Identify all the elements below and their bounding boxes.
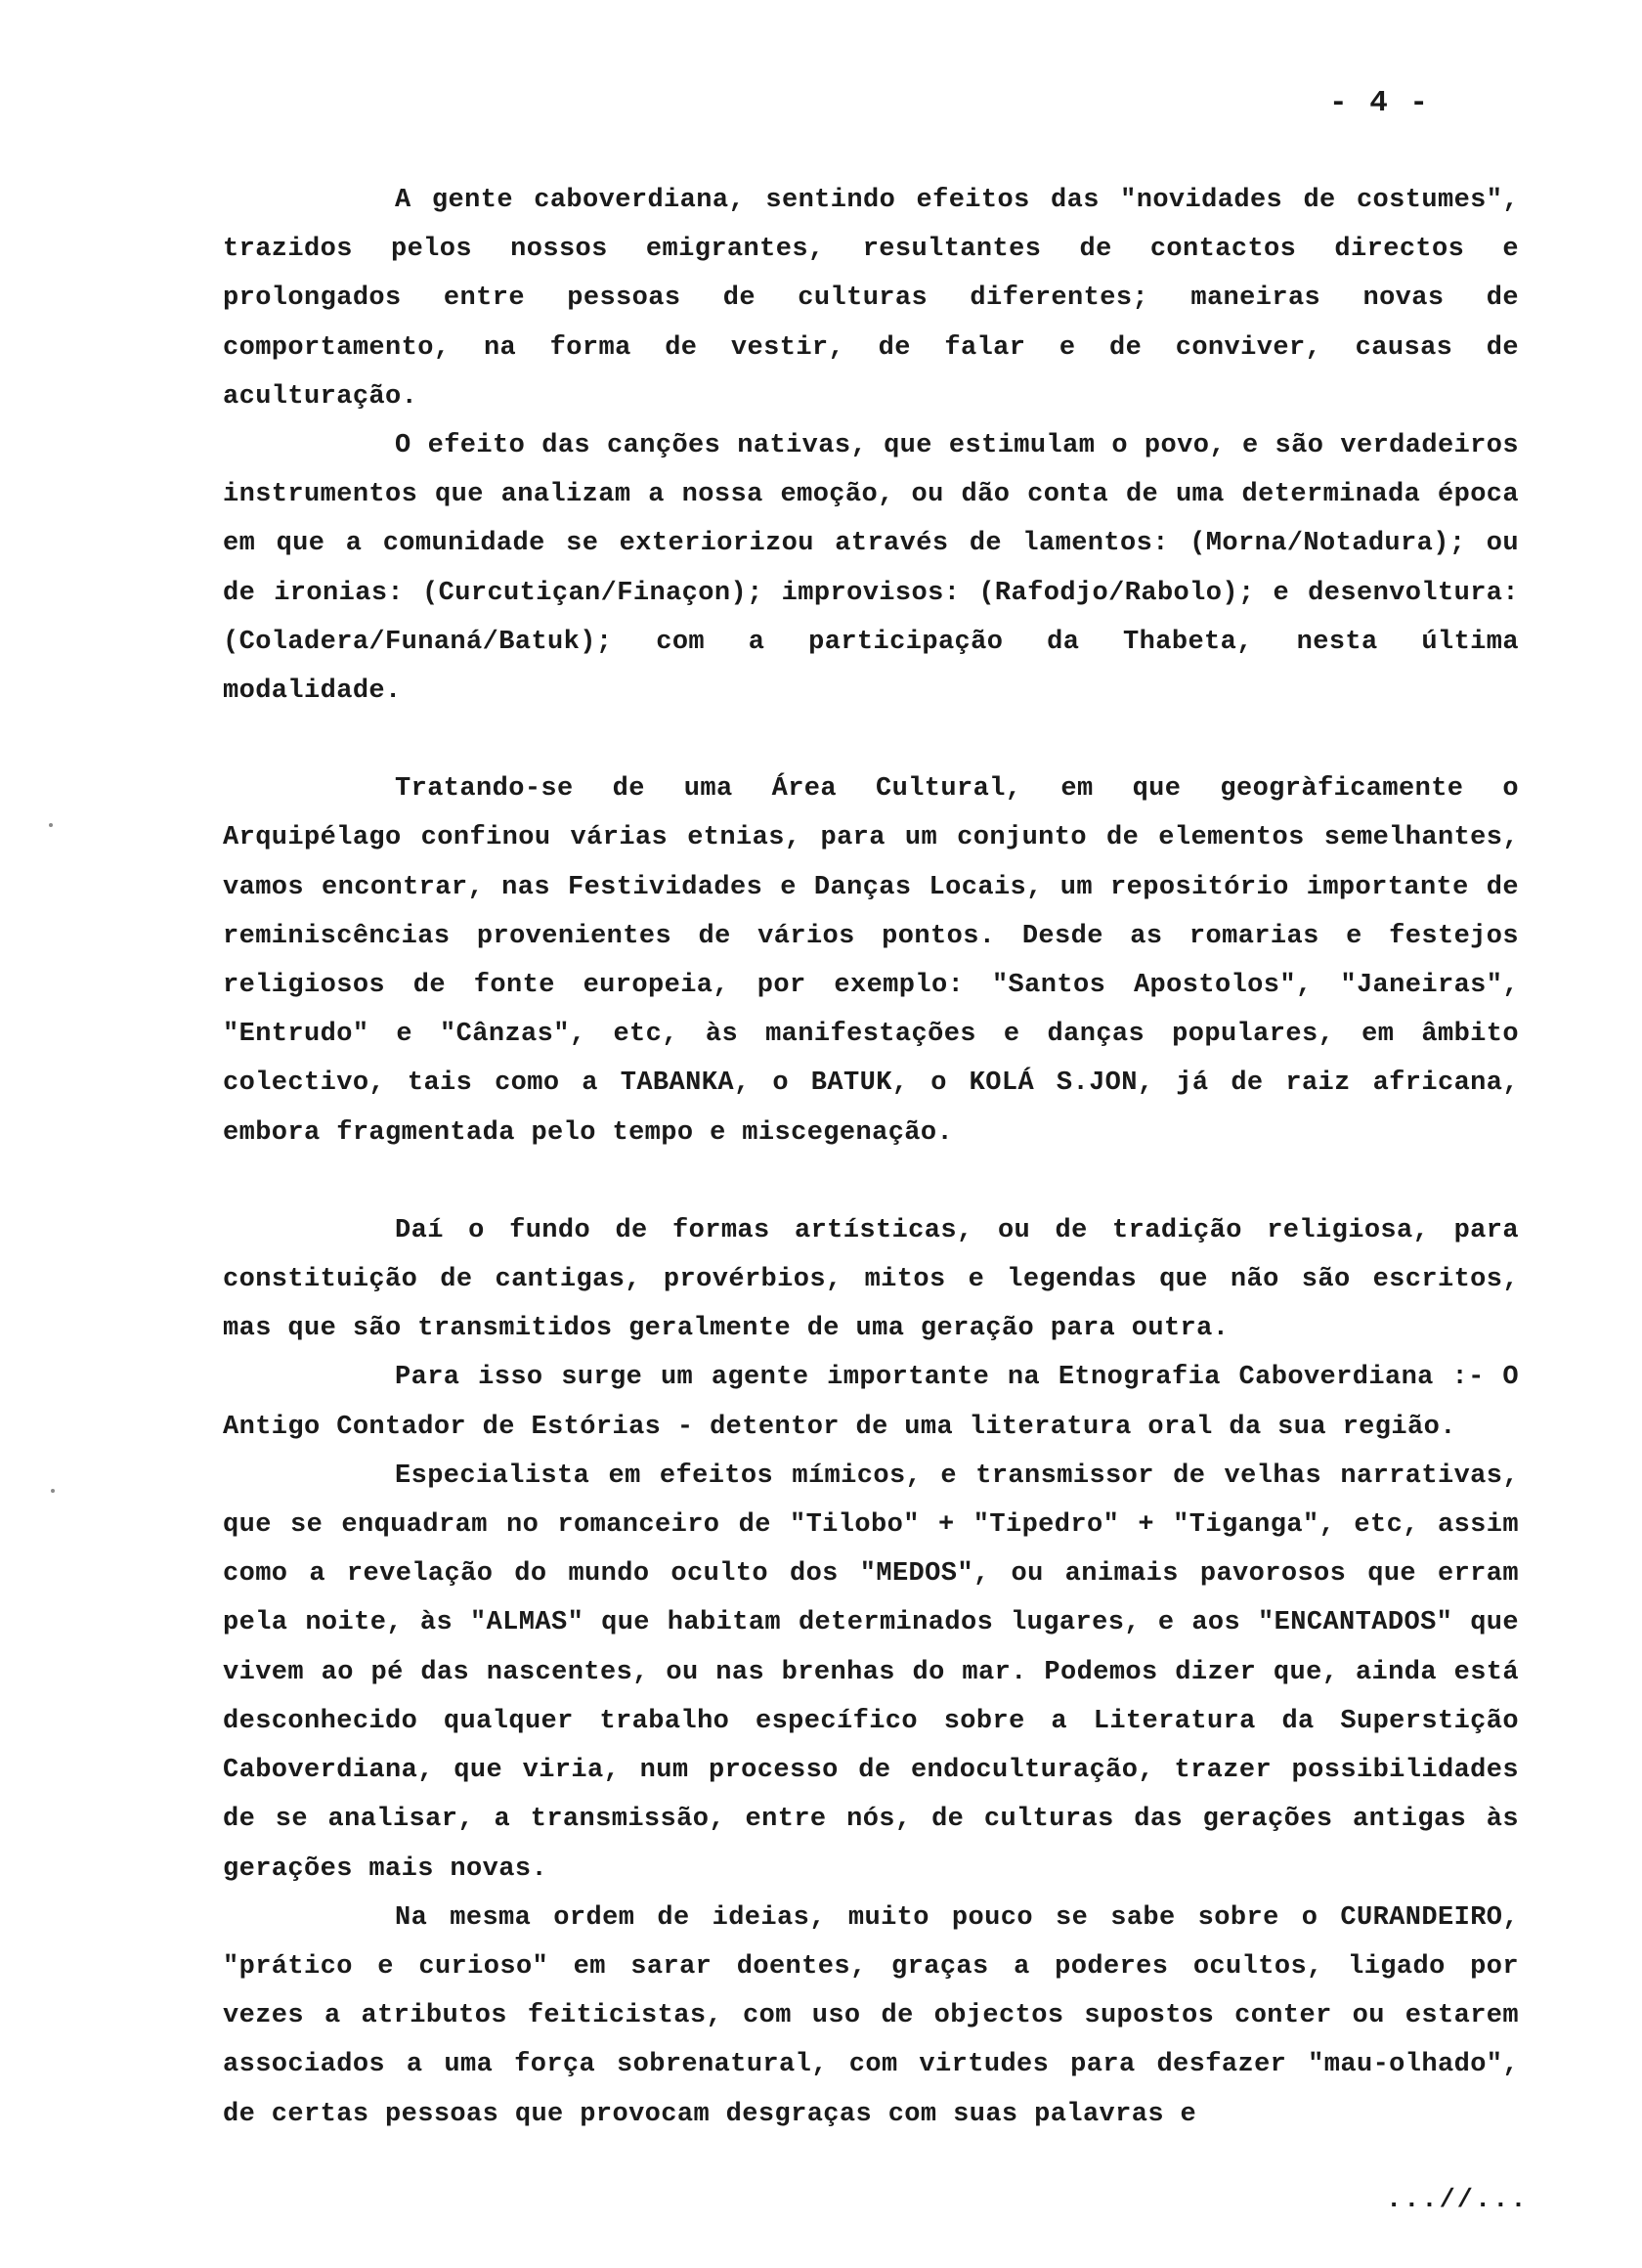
paragraph-native-songs: O efeito das canções nativas, que estimulam o povo, e são verdadeiros instrumentos que analizam a nossa emoção, ou dão conta de uma determinada época em que a comunidade se exteriorizou através de lamentos: (Morna/Notadura); ou de ironias: (Curcutiçan/Finaçon); improvisos: (Rafodjo/Rabolo); e desenvoltura: (Coladera/Funaná/Batuk); com a participação da Thabeta, nesta última modalidade. (223, 431, 1519, 707)
paragraph-cultural-area: Tratando-se de uma Área Cultural, em que geogràficamente o Arquipélago confinou várias etnias, para um conjunto de elementos semelhantes, vamos encontrar, nas Festividades e Danças Locais, um repositório importante de reminiscências provenientes de vários pontos. Desde as romarias e festejos religiosos de fonte europeia, por exemplo: "Santos Apostolos", "Janeiras", "Entrudo" e "Cânzas", etc, às manifestações e danças populares, em âmbito colectivo, tais como a TABANKA, o BATUK, o KOLÁ S.JON, já de raiz africana, embora fragmentada pelo tempo e miscegenação. (223, 774, 1519, 1148)
margin-speck (49, 823, 53, 827)
paragraph-story-teller: Para isso surge um agente importante na Etnografia Caboverdiana :- O Antigo Contador de Estórias - detentor de uma literatura oral da sua região. (223, 1363, 1519, 1442)
paragraph-acculturation: A gente caboverdiana, sentindo efeitos das "novidades de costumes", trazidos pelos nossos emigrantes, resultantes de contactos directos e prolongados entre pessoas de culturas diferentes; maneiras novas de comportamento, na forma de vestir, de falar e de conviver, causas de aculturação. (223, 186, 1519, 412)
paragraph-healer: Na mesma ordem de ideias, muito pouco se sabe sobre o CURANDEIRO, "prático e curioso" em sarar doentes, graças a poderes ocultos, ligado por vezes a atributos feiticistas, com uso de objectos supostos conter ou estarem associados a uma força sobrenatural, com virtudes para desfazer "mau-olhado", de certas pessoas que provocam desgraças com suas palavras e (223, 1902, 1519, 2129)
body-text (223, 176, 1519, 2139)
paragraph-artistic-forms: Daí o fundo de formas artísticas, ou de tradição religiosa, para constituição de cantigas, provérbios, mitos e legendas que não são escritos, mas que são transmitidos geralmente de uma geração para outra. (223, 1215, 1519, 1344)
page-continuation-mark: ...//... (1386, 2186, 1529, 2215)
paragraph-mimic-specialist: Especialista em efeitos mímicos, e transmissor de velhas narrativas, que se enquadram no romanceiro de "Tilobo" + "Tipedro" + "Tiganga", etc, assim como a revelação do mundo oculto dos "MEDOS", ou animais pavorosos que erram pela noite, às "ALMAS" que habitam determinados lugares, e aos "ENCANTADOS" que vivem ao pé das nascentes, ou nas brenhas do mar. Podemos dizer que, ainda está desconhecido qualquer trabalho específico sobre a Literatura da Superstição Caboverdiana, que viria, num processo de endoculturação, trazer possibilidades de se analisar, a transmissão, entre nós, de culturas das gerações antigas às gerações mais novas. (223, 1461, 1519, 1884)
page-number: - 4 - (1329, 86, 1431, 120)
margin-speck (51, 1489, 55, 1493)
